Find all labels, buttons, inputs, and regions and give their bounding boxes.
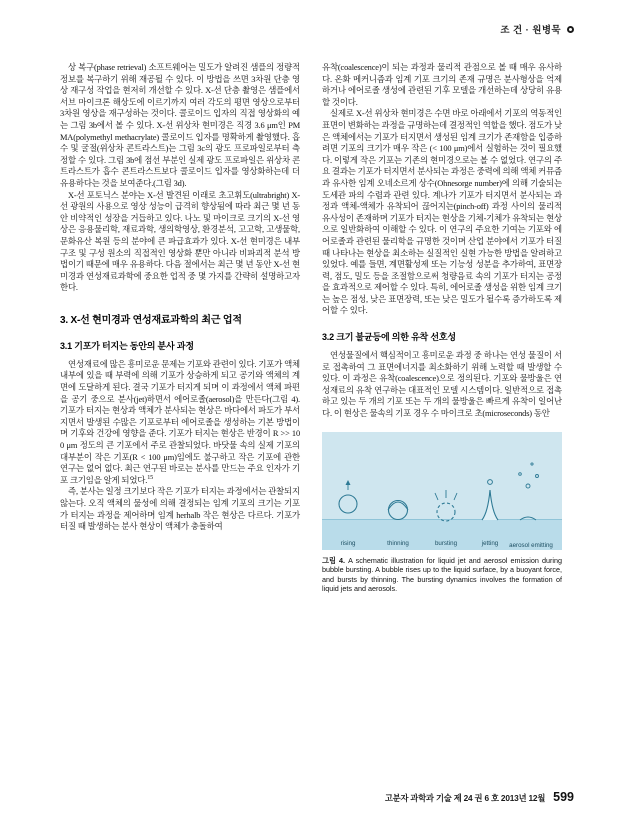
page-footer — [385, 790, 574, 804]
figure-caption — [322, 556, 562, 594]
figure-4 — [322, 432, 562, 594]
paragraph: 실제로 X-선 위상차 현미경은 수면 바로 아래에서 기포의 역동적인 표면이 변화하는 과정을 규명하는데 결정적인 역할을 했다. 점도가 낮은 액체에서는 기포가 터지면서 생성된 임계 크기가 존재함을 입증하려면 기포의 크기가 매우 작은 (< 100 μm)에서 실험하는 것이 필요했다. 이렇게 작은 기포는 기존의 현미경으로는 볼 수 없었다. 연구의 주요 결과는 기포가 터지면서 분사되는 과정은 중력에 의해 액체 커뮤즘과 유사한 임계 오네소르게 상수(Ohnesorge number)에 의해 기술되는 도세관 파의 수렴과 관련 있다. 계나가 기포가 터지면서 분사되는 과정과 액체-액체가 유착되어 끊어지는(pinch-off) 과정 사이의 물리적 유사성이 존재하며 기포가 터지는 현상을 기체-기체가 유착되는 현상으로 일반화하여 이해할 수 있다. 이 연구의 주요한 기여는 기포와 에어로졸과 관련된 물리학을 규명한 것이며 산업 분야에서 기포가 터질 때 나타나는 현상을 최소하는 실질적인 실현 가능한 방법을 알려하고 있었다. 예를 들면, 계면활성제 또는 기능성 성분을 추가하여, 표면장력, 점도, 밀도 등을 조절함으로써 청량음료 속의 기포가 터지는 공정을 효과적으로 제어할 수 있다. 특히, 에어로졸 생성을 위한 임계 크기는 높은 점성, 낮은 표면장력, 또는 낮은 밀도가 될수록 증가하도록 제어할 수 있다. — [322, 109, 562, 316]
filled-circle-icon — [567, 26, 574, 33]
rising-bubble-icon — [339, 495, 357, 513]
left-column — [60, 62, 300, 752]
paragraph: 상 복구(phase retrieval) 소프트웨어는 밀도가 알려진 샘플의 정량적 정보를 복구하기 위해 재공될 수 있다. 이 방법을 쓰면 3차원 단층 영상 재구성 작업을 현저히 개선할 수 있다. X-선 단층 촬영은 샘플에서 서브 마이크론 해상도에 이르기까지 여러 각도의 평면 영상으로부터 3차원 영상을 재구성하는 것이다. 콜로이드 입자의 직접 영상화의 예는 그림 3b에서 볼 수 있다. X-선 위상차 현미경은 직경 3.6 μm인 PMMA(polymethyl methacrylate) 콜로이드 입자를 명확하게 촬영했다. 흡수 및 굴절(위상차 콘트라스트)는 그림 3c의 광도 프로파일로부터 측정할 수 있다. 그림 3b에 점선 부분인 실제 광도 프로파일은 위상차 콘트라스트가 흡수 콘트라스트보다 콜로이드 입자를 영상화하는데 더 유용하다는 것을 보여준다.(그림 3d). — [60, 63, 300, 188]
right-column — [322, 62, 562, 752]
figure-image — [322, 432, 562, 550]
figure-vector-graphics — [322, 432, 562, 550]
aerosol-droplet-icon — [536, 474, 539, 477]
paragraph: 유착(coalescence)이 되는 과정과 물리적 관점으로 볼 때 매우 유사하다. 온화 메커니즘과 임계 기포 크기의 존재 규명은 분사형상을 억제하거나 에어로졸 생성에 관련된 기후 모델을 개선하는데 상당히 유용할 것이다. — [322, 63, 562, 107]
section-heading: 3. X-선 현미경과 연성재료과학의 최근 업적 — [60, 314, 242, 326]
stage-label-aerosol-emitting: aerosol emitting — [509, 541, 553, 549]
buoyancy-arrowhead-icon — [346, 480, 351, 485]
paragraph — [60, 359, 300, 487]
footnote-marker: 15 — [147, 474, 154, 482]
paragraph: 연성물질에서 핵심적이고 흥미로운 과정 중 하나는 연성 물질이 서로 접촉하여 그 표면에너지를 최소화하기 위해 노력할 때 발생할 수 있다. 이 과정은 유착(coalescence)으로 정의된다. 기포와 물방울은 연성재료의 유착 연구하는 대표적인 모델 시스템이다. 일반적으로 접촉하고 있는 두 개의 기포 또는 두 개의 물방울은 빠르게 유착이 일어난다. 이 현상은 물속의 기포 경우 수 마이크로 초(microseconds) 동안 — [322, 351, 562, 419]
header-authors: 조 건 · 원병묵 — [500, 25, 561, 36]
subsection-heading: 3.1 기포가 터지는 동안의 분사 과정 — [60, 340, 194, 351]
paragraph-text: 연성재료에 많은 흥미로운 문제는 기포와 관련이 있다. 기포가 액체 내부에 있을 때 부력에 의해 기포가 상승하게 되고 공기와 액체의 계면에 도달하게 된다. 결국 기포가 터지게 되며 이 과정에서 액체 파편을 공기 중으로 분사(jet)하면서 에어로졸(aerosol)을 만든다(그림 4). 기포가 터지는 현상과 액체가 분사되는 현상은 바다에서 파도가 부서지면서 발생된 수많은 기포로부터 에어로졸을 생성하는 기본 방법이며 기후와 건강에 영향을 준다. 기포가 터지는 현상은 반경이 R >> 100 μm 정도의 큰 기포에서 주로 관찰되었다. 바닷물 속의 실제 기포의 대부분이 작은 기포(R < 100 μm)임에도 불구하고 작은 기포에 관한 연구는 없어 없다. 최근 연구된 바로는 분사를 만드는 주요 인자가 기포 크기임을 알게 되었다. — [60, 359, 300, 485]
aerosol-droplet-icon — [531, 463, 533, 465]
journal-info: 고분자 과학과 기술 제 24 권 6 호 2013년 12월 — [384, 793, 546, 803]
figure-caption-text: A schematic illustration for liquid jet and aerosol emission during bubble bursting. A bubble rises up to the liquid surface, by a buoyant force, and bursts by thinning. The bursting dynamics involves the formation of liquid jets and aerosols. — [322, 555, 562, 594]
bursting-bubble-icon — [437, 503, 455, 521]
aerosol-droplet-icon — [526, 484, 530, 488]
running-header — [500, 22, 574, 36]
two-column-body — [60, 62, 562, 752]
stage-label-bursting: bursting — [434, 539, 458, 547]
figure-caption-label: 그림 4. — [322, 555, 346, 565]
aerosol-droplet-icon — [519, 472, 522, 475]
paragraph: X-선 포토닉스 분야는 X-선 발견된 이래로 초고휘도(ultrabright) X-선 광원의 사용으로 영상 성능이 급격히 향상됨에 따라 최근 몇 년 동안 비약적인 성장을 거듭하고 있다. 나노 및 마이크로 크기의 X-선 영상은 응용물리학, 재료과학, 생의학영상, 환경분석, 고고학, 고생물학, 문화유산 복원 등의 분야에 큰 파급효과가 있다. X-선 현미경은 내부 구조 및 구성 원소의 직접적인 영상화 뿐만 아니라 비파괴적 분석 방법이기 때문에 매우 유용하다. 다음 절에서는 최근 몇 년 동안 X-선 현미경과 연성재료과학에 중요한 업적 중 몇 가지를 간략히 설명하고자 한다. — [60, 190, 300, 293]
subsection-heading: 3.2 크기 불균등에 의한 유착 선호성 — [322, 332, 456, 343]
thinning-bubble-icon — [389, 500, 408, 519]
jet-droplet-icon — [488, 479, 493, 484]
aerosol-source-icon — [520, 517, 536, 520]
burst-fragments-icon — [435, 490, 457, 500]
paragraph: 즉, 분사는 일정 크기보다 작은 기포가 터지는 과정에서는 관찰되지 않는다. 오직 액체의 물성에 의해 결정되는 임계 기포의 크기는 기포가 터지는 과정을 제어하며 임계 herhalb 작은 현상은 다르다. 기포가 터질 때 발생하는 분사 현상이 액체가 충돌하여 — [60, 487, 300, 532]
stage-label-rising: rising — [340, 539, 356, 547]
liquid-jet-icon — [482, 490, 498, 520]
page-number: 599 — [553, 790, 574, 804]
stage-label-jetting: jetting — [481, 539, 499, 547]
stage-label-thinning: thinning — [387, 539, 409, 547]
